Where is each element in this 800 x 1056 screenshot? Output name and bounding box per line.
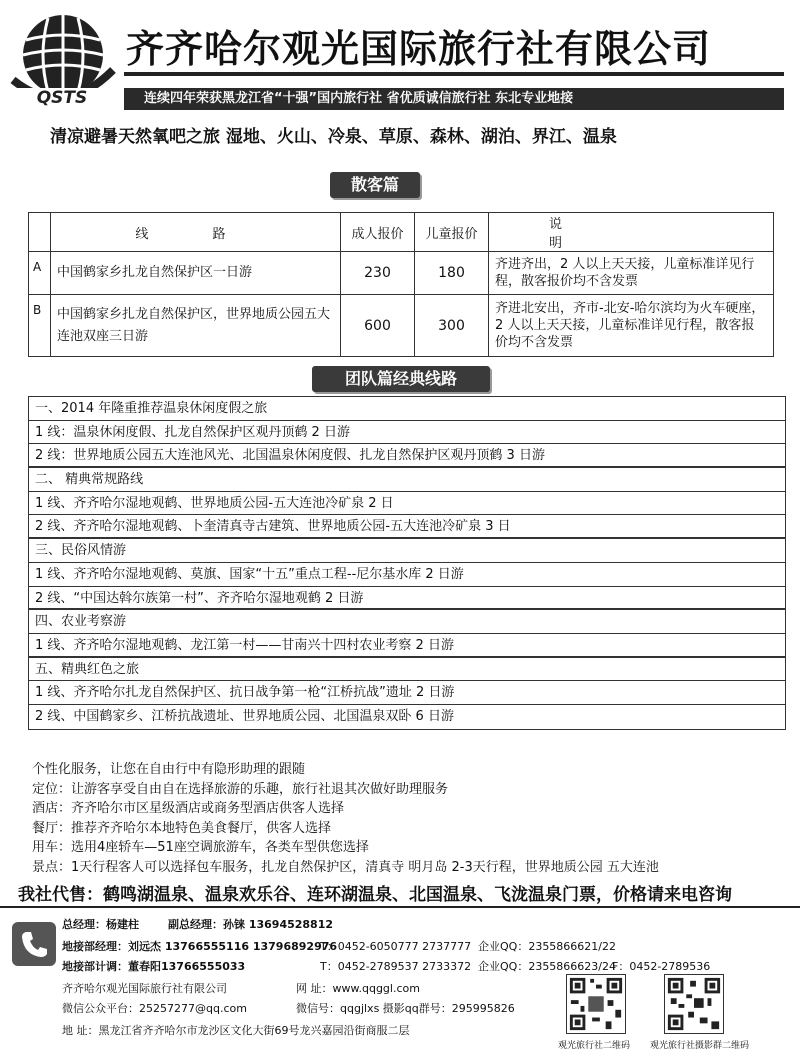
row-route: 中国鹤家乡扎龙自然保护区一日游 [51,252,341,295]
row-desc: 齐进北安出，齐市-北安-哈尔滨均为火车硬座，2 人以上天天接，儿童标准详见行程，散客报价均不含发票 [489,295,774,357]
service-line: 酒店：齐齐哈尔市区星级酒店或商务型酒店供客人选择 [32,801,345,816]
list-item: 2 线、齐齐哈尔湿地观鹤、卜奎清真寺古建筑、世界地质公园-五大连池冷矿泉 3 日 [29,515,785,539]
row-adult-price: 230 [341,252,415,295]
phone-icon [12,922,56,966]
table-row [29,252,774,295]
row-route: 中国鹤家乡扎龙自然保护区，世界地质公园五大连池双座三日游 [51,295,341,357]
section-individual-title: 散客篇 [330,172,420,198]
qr-caption: 观光旅行社二维码 [558,1041,631,1051]
header-route: 线 路 [51,213,341,252]
header-child: 儿童报价 [415,213,489,252]
dept2-tel: T：0452-2789537 2733372 [320,960,472,973]
service-line: 用车：选用4座轿车—51座空调旅游车，各类车型供您选择 [32,840,369,855]
service-line: 餐厅：推荐齐齐哈尔本地特色美食餐厅，供客人选择 [32,820,332,836]
list-item: 五、精典红色之旅 [29,658,785,682]
general-manager: 总经理：杨建柱 [62,918,139,931]
dept2-qq: 企业QQ：2355866623/24 [478,960,617,973]
service-line: 个性化服务，让您在自由行中有隐形助理的跟随 [32,762,306,777]
agency-tickets-line: 我社代售：鹤鸣湖温泉、温泉欢乐谷、连环湖温泉、北国温泉、飞泷温泉门票，价格请来电咨询 [18,885,732,905]
dept2-coordinator: 地接部计调：董春阳13766555033 [62,960,246,973]
qsts-logo-icon [8,10,118,108]
list-item: 1 线、齐齐哈尔湿地观鹤、龙江第一村——甘南兴十四村农业考察 2 日游 [29,634,785,658]
header-idx [29,213,51,252]
dept1-qq: 企业QQ：2355866621/22 [478,940,617,953]
row-desc: 齐进齐出，2 人以上天天接，儿童标准详见行程，散客报价均不含发票 [489,252,774,295]
list-item: 二、 精典常规路线 [29,468,785,492]
list-item: 2 线：世界地质公园五大连池风光、北国温泉休闲度假、扎龙自然保护区观丹顶鹤 3 日游 [29,444,785,468]
service-line: 景点：1天行程客人可以选择包车服务，扎龙自然保护区，清真寺 明月岛 2-3天行程，世界地质公园 五大连池 [32,859,659,875]
section-group-title: 团队篇经典线路 [312,366,490,392]
list-item: 2 线、中国鹤家乡、江桥抗战遗址、世界地质公园、北国温泉双卧 6 日游 [35,708,454,724]
header-desc: 说 明 [489,213,774,252]
list-item: 1 线、齐齐哈尔湿地观鹤、莫旗、国家“十五”重点工程--尼尔基水库 2 日游 [29,563,785,587]
header-rule [124,72,784,76]
qr-code-icon [566,974,626,1034]
row-child-price: 180 [415,252,489,295]
row-child-price: 300 [415,295,489,357]
price-table [28,212,774,357]
table-row [29,295,774,357]
list-item: 1 线、齐齐哈尔扎龙自然保护区、抗日战争第一枪“江桥抗战”遗址 2 日游 [29,681,785,705]
list-item: 一、2014 年隆重推荐温泉休闲度假之旅 [29,397,785,421]
list-item: 2 线、“中国达斡尔族第一村”、齐齐哈尔湿地观鹤 2 日游 [29,587,785,611]
corp-name: 齐齐哈尔观光国际旅行社有限公司 [62,982,227,995]
list-item: 1 线、齐齐哈尔湿地观鹤、世界地质公园-五大连池冷矿泉 2 日 [29,492,785,516]
slogan-bar: 连续四年荣获黑龙江省“十强”国内旅行社 省优质诚信旅行社 东北专业地接 [124,88,784,110]
logo-text: QSTS [36,88,88,108]
header [0,0,800,112]
dept1-tel: T：0452-6050777 2737777 [320,940,472,953]
wechat-public: 微信公众平台：25257277@qq.com [62,1002,247,1015]
website[interactable]: 网 址：www.qqggl.com [296,982,420,995]
vice-general-manager: 副总经理：孙铼 13694528812 [168,918,334,931]
qr-caption: 观光旅行社摄影群二维码 [650,1041,750,1051]
list-item: 四、农业考察游 [29,610,785,634]
row-adult-price: 600 [341,295,415,357]
price-table-header [29,213,774,252]
address: 地 址：黑龙江省齐齐哈尔市龙沙区文化大街69号龙兴嘉园沿街商服二层 [62,1024,410,1037]
service-line: 定位：让游客享受自由自在选择旅游的乐趣，旅行社退其次做好助理服务 [32,781,449,797]
row-idx: A [29,252,51,295]
group-route-list [28,396,786,730]
list-item: 三、民俗风情游 [29,539,785,563]
list-item: 1 线：温泉休闲度假、扎龙自然保护区观丹顶鹤 2 日游 [29,421,785,445]
services-section [32,760,792,877]
dept1-manager: 地接部经理：刘远杰 13766555116 13796892976 [62,940,338,953]
contact-divider [0,906,800,908]
tagline: 清凉避暑天然氧吧之旅 湿地、火山、冷泉、草原、森林、湖泊、界江、温泉 [50,127,617,147]
header-adult: 成人报价 [341,213,415,252]
company-name: 齐齐哈尔观光国际旅行社有限公司 [126,26,712,71]
wechat-id: 微信号：qqgjlxs 摄影qq群号：295995826 [296,1002,515,1015]
fax: F：0452-2789536 [612,960,711,973]
qr-code-icon [664,974,724,1034]
row-idx: B [29,295,51,357]
